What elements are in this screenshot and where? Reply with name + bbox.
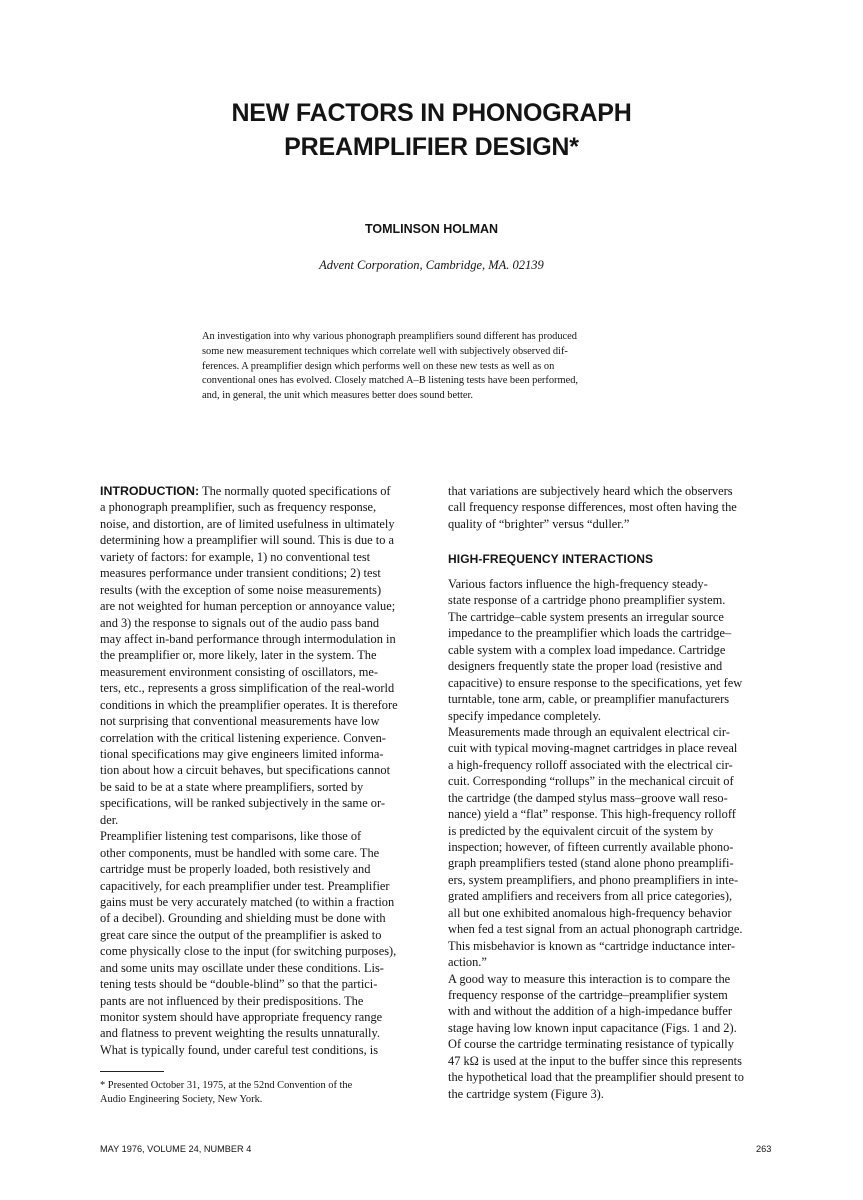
body-line: nance) yield a “flat” response. This high-frequency rolloff xyxy=(448,807,736,822)
high-frequency-section-body xyxy=(448,576,774,1102)
body-line: noise, and distortion, are of limited usefulness in ultimately xyxy=(100,516,395,531)
body-line: specify impedance completely. xyxy=(448,708,601,723)
body-line: A good way to measure this interaction is to compare the xyxy=(448,971,731,986)
body-line: Measurements made through an equivalent electrical cir- xyxy=(448,724,730,739)
abstract-line: and, in general, the unit which measures better does sound better. xyxy=(202,390,473,402)
footnote-line: Audio Engineering Society, New York. xyxy=(100,1093,263,1105)
abstract xyxy=(202,330,672,404)
body-line: der. xyxy=(100,812,119,827)
intro-first-line xyxy=(100,483,426,499)
body-line: inspection; however, of fifteen currently available phono- xyxy=(448,840,734,854)
section-heading: HIGH-FREQUENCY INTERACTIONS xyxy=(448,552,654,566)
body-line: designers frequently state the proper load (resistive and xyxy=(448,659,723,674)
body-line: cuit with typical moving-magnet cartridges in place reveal xyxy=(448,741,738,756)
body-line: tional specifications may give engineers limited informa- xyxy=(100,747,384,761)
body-line: cable system with a complex load impedance. Cartridge xyxy=(448,642,726,657)
body-line: with and without the addition of a high-impedance buffer xyxy=(448,1004,732,1019)
body-line: that variations are subjectively heard which the observers xyxy=(448,484,733,498)
paper-title xyxy=(0,96,863,164)
body-line: cartridge must be properly loaded, both resistively and xyxy=(100,862,371,877)
intro-body xyxy=(100,499,426,1058)
body-line: capacitively, for each preamplifier under test. Preamplifier xyxy=(100,878,390,893)
body-line: graph preamplifiers tested (stand alone phono preamplifi- xyxy=(448,856,734,871)
body-line: great care since the output of the preamplifier is asked to xyxy=(100,927,382,942)
body-line: Preamplifier listening test comparisons, like those of xyxy=(100,829,362,844)
body-line: call frequency response differences, most often having the xyxy=(448,500,737,515)
intro-heading: INTRODUCTION: xyxy=(100,484,200,498)
footnote xyxy=(100,1079,426,1106)
body-line: specifications, will be ranked subjectively in the same or- xyxy=(100,796,385,811)
body-line: impedance to the preamplifier which loads the cartridge– xyxy=(448,626,732,641)
body-line: grated amplifiers and receivers from all price categories), xyxy=(448,889,733,904)
title-line-1: NEW FACTORS IN PHONOGRAPH xyxy=(231,99,632,127)
body-line: and 3) the response to signals out of the audio pass band xyxy=(100,615,380,630)
intro-first-line-text: The normally quoted specifications of xyxy=(199,484,391,498)
body-line: not surprising that conventional measurements have low xyxy=(100,714,380,729)
body-line: The cartridge–cable system presents an irregular source xyxy=(448,609,724,624)
abstract-line: conventional ones has evolved. Closely matched A–B listening tests have been performed, xyxy=(202,375,578,387)
body-line: monitor system should have appropriate frequency range xyxy=(100,1010,383,1024)
footnote-line: * Presented October 31, 1975, at the 52nd Convention of the xyxy=(100,1080,353,1091)
body-line: a high-frequency rolloff associated with the electrical cir- xyxy=(448,757,733,772)
body-line: determining how a preamplifier will sound. This is due to a xyxy=(100,533,394,548)
body-line: when fed a test signal from an actual phonograph cartridge. xyxy=(448,922,743,937)
body-line: capacitive) to ensure response to the specifications, yet few xyxy=(448,675,743,690)
body-line: tening tests should be “double-blind” so that the partici- xyxy=(100,977,378,992)
body-line: state response of a cartridge phono preamplifier system. xyxy=(448,593,726,608)
body-line: come physically close to the input (for switching purposes), xyxy=(100,944,397,959)
body-line: ers, system preamplifiers, and phono preamplifiers in inte- xyxy=(448,872,739,887)
abstract-line: ferences. A preamplifier design which performs well on these new tests as well as on xyxy=(202,360,555,372)
left-column xyxy=(100,483,426,1058)
abstract-line: An investigation into why various phonograph preamplifiers sound different has produced xyxy=(202,331,577,342)
title-line-2: PREAMPLIFIER DESIGN* xyxy=(284,133,579,161)
body-line: Various factors influence the high-frequency steady- xyxy=(448,577,708,591)
body-line: of a decibel). Grounding and shielding must be done with xyxy=(100,911,386,926)
page-number: 263 xyxy=(756,1144,772,1154)
body-line: 47 kΩ is used at the input to the buffer since this represents xyxy=(448,1053,742,1068)
body-line: measures performance under transient conditions; 2) test xyxy=(100,566,381,581)
body-line: be said to be at a state where preamplifiers, sorted by xyxy=(100,779,364,794)
body-line: the hypothetical load that the preamplifier should present to xyxy=(448,1070,744,1085)
body-line: and flatness to prevent weighting the results unnaturally. xyxy=(100,1026,380,1041)
author-affiliation: Advent Corporation, Cambridge, MA. 02139 xyxy=(319,258,544,272)
author-name: TOMLINSON HOLMAN xyxy=(364,222,499,236)
right-column-top xyxy=(448,483,774,532)
body-line: all but one exhibited anomalous high-frequency behavior xyxy=(448,905,732,920)
body-line: ters, etc., represents a gross simplification of the real-world xyxy=(100,681,395,696)
body-line: action.” xyxy=(448,955,487,970)
abstract-line: some new measurement techniques which correlate well with subjectively observed dif- xyxy=(202,345,568,357)
body-line: This misbehavior is known as “cartridge inductance inter- xyxy=(448,938,736,953)
footnote-rule xyxy=(100,1071,164,1072)
body-line: measurement environment consisting of oscillators, me- xyxy=(100,664,379,679)
body-line: the preamplifier or, more likely, later in the system. The xyxy=(100,648,377,663)
body-line: results (with the exception of some noise measurements) xyxy=(100,582,382,597)
body-line: correlation with the critical listening experience. Conven- xyxy=(100,730,386,745)
body-line: gains must be very accurately matched (to within a fraction xyxy=(100,894,395,909)
body-line: conditions in which the preamplifier operates. It is therefore xyxy=(100,697,398,712)
body-line: What is typically found, under careful test conditions, is xyxy=(100,1042,379,1057)
body-line: stage having low known input capacitance (Figs. 1 and 2). xyxy=(448,1020,737,1035)
body-line: quality of “brighter” versus “duller.” xyxy=(448,516,630,531)
body-line: frequency response of the cartridge–preamplifier system xyxy=(448,987,728,1002)
body-line: a phonograph preamplifier, such as frequency response, xyxy=(100,500,377,515)
body-line: are not weighted for human perception or annoyance value; xyxy=(100,599,396,614)
body-line: and some units may oscillate under these conditions. Lis- xyxy=(100,960,384,975)
body-line: Of course the cartridge terminating resistance of typically xyxy=(448,1037,734,1052)
running-footer: MAY 1976, VOLUME 24, NUMBER 4 xyxy=(100,1144,252,1154)
body-line: other components, must be handled with some care. The xyxy=(100,845,380,860)
body-line: is predicted by the equivalent circuit of the system by xyxy=(448,823,714,838)
body-line: pants are not influenced by their predispositions. The xyxy=(100,993,364,1008)
body-line: the cartridge (the damped stylus mass–groove wall reso- xyxy=(448,790,728,805)
body-line: tion about how a circuit behaves, but specifications cannot xyxy=(100,763,391,778)
body-line: turntable, tone arm, cable, or preamplifier manufacturers xyxy=(448,692,730,707)
body-line: the cartridge system (Figure 3). xyxy=(448,1086,604,1101)
body-line: cuit. Corresponding “rollups” in the mechanical circuit of xyxy=(448,774,734,789)
body-line: variety of factors: for example, 1) no conventional test xyxy=(100,549,371,564)
body-line: may affect in-band performance through intermodulation in xyxy=(100,631,396,646)
